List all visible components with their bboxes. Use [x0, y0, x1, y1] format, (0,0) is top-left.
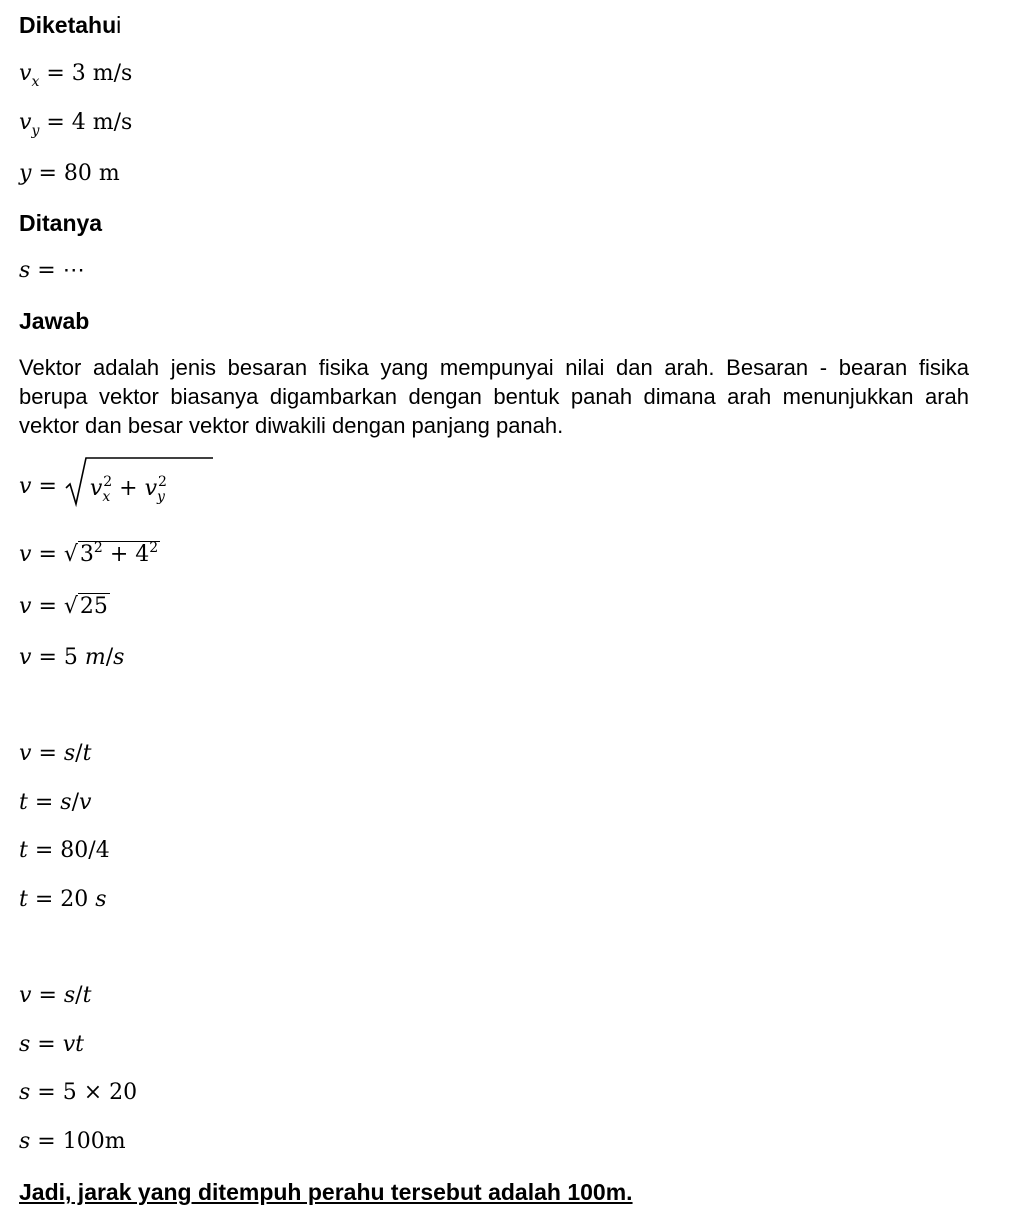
num-five: 5: [63, 645, 78, 670]
formula-v-s-t: v = s/t: [19, 741, 92, 766]
formula-v-result: v = 5 m/s: [19, 645, 125, 670]
formula-t-s-v: t = s/v: [19, 790, 92, 815]
num-three: 3: [79, 542, 94, 567]
num-five-b: 5: [62, 1080, 77, 1105]
given-vx-value: 3 m/s: [71, 61, 133, 86]
formula-v-s-t-2: v = s/t: [19, 983, 92, 1008]
formula-s-substitution: s = 5 × 20: [19, 1080, 138, 1105]
num-four: 4: [135, 542, 150, 567]
num-hundred: 100m: [62, 1129, 126, 1154]
given-vy: $v_y = 4$ m/s: [19, 110, 133, 139]
heading-ditanya: Ditanya: [19, 210, 103, 236]
num-four-b: 4: [95, 838, 110, 863]
sqrt-icon: √: [63, 542, 78, 567]
heading-diketahui-tail: i: [116, 12, 122, 38]
formula-substitution: $v = √3^2 + 4^2$: [19, 540, 159, 567]
given-vy-value: 4 m/s: [71, 110, 133, 135]
conclusion: Jadi, jarak yang ditempuh perahu tersebut adalah 100m.: [19, 1179, 633, 1205]
heading-jawab: Jawab: [19, 308, 90, 334]
heading-diketahui-main: Diketahu: [19, 12, 117, 38]
explanation-paragraph: Vektor adalah jenis besaran fisika yang mempunyai nilai dan arah. Besaran - bearan fisika berupa vektor biasanya digambarkan dengan bentuk panah dimana arah menunjukkan arah vektor dan besar vektor diwakili dengan panjang panah.: [19, 355, 969, 438]
heading-diketahui: [19, 11, 121, 39]
given-y-value: 80 m: [63, 161, 120, 186]
formula-sqrt-25: v = √25: [19, 594, 108, 619]
formula-resultant: v = $v_x^2 + v_y^2$: [19, 470, 167, 504]
num-twenty-b: 20: [109, 1080, 138, 1105]
formula-s-result: s = 100m: [19, 1129, 126, 1154]
sqrt-symbol-large: $v_x^2 + v_y^2$: [64, 470, 167, 504]
given-y: y = 80 m: [19, 161, 120, 186]
num-twenty: 20: [60, 887, 89, 912]
sqrt-icon: √: [63, 594, 78, 619]
formula-t-result: t = 20 s: [19, 887, 107, 912]
num-eighty: 80: [60, 838, 89, 863]
given-vx: $v_x = 3$ m/s: [19, 61, 133, 90]
formula-t-substitution: t = 80/4: [19, 838, 110, 863]
formula-s-vt: s = vt: [19, 1032, 85, 1057]
asked-s: s = ⋯: [19, 258, 85, 283]
num-twenty-five: 25: [79, 594, 108, 619]
asked-s-value: ⋯: [62, 258, 85, 283]
radical-large-icon: [64, 454, 214, 510]
